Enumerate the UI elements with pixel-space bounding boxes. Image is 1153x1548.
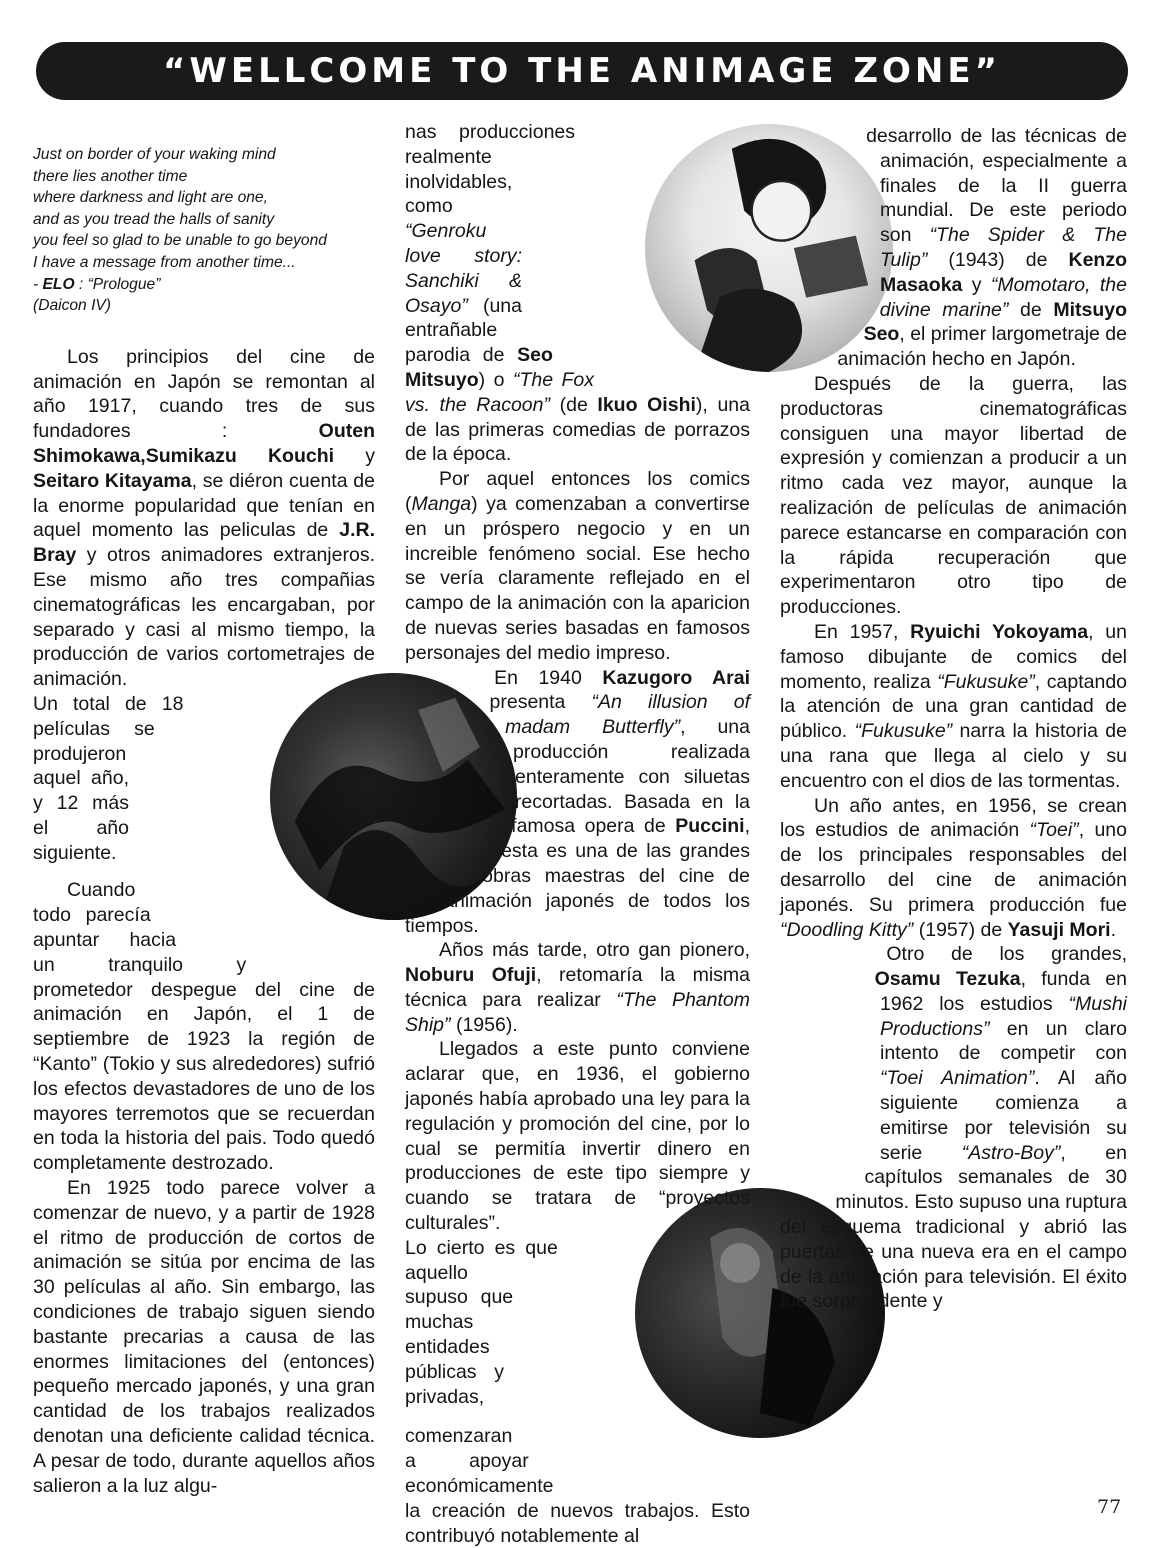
epigraph-line: where darkness and light are one, bbox=[33, 189, 268, 207]
epigraph-line: you feel so glad to be unable to go beyond bbox=[33, 232, 327, 250]
page-title: “WELLCOME TO THE ANIMAGE ZONE” bbox=[163, 51, 1001, 91]
epigraph-line: and as you tread the halls of sanity bbox=[33, 210, 274, 228]
paragraph: Por aquel entonces los comics (Manga) ya comenzaban a convertirse en un próspero negocio y en un increible fenómeno social. Ese hecho se vería claramente reflejado en el campo de la animación con la aparicion de nuevas series basadas en famosos personajes del medio impreso. bbox=[405, 468, 750, 664]
paragraph: Años más tarde, otro gan pionero, Noburu Ofuji, retomaría la misma técnica para realizar “The Phantom Ship” (1956). bbox=[405, 939, 750, 1036]
paragraph: En 1940 Kazugoro Arai presenta “An illusion of madam Butterfly”, una producción realizada enteramente con siluetas recortadas. Basada en la famosa opera de Puccini, esta es una de las grandes obras maestras del cine de animación japonés de todos los tiempos. bbox=[405, 666, 750, 937]
epigraph-line: there lies another time bbox=[33, 167, 188, 185]
page-number: 77 bbox=[1097, 1496, 1122, 1518]
paragraph: Llegados a este punto conviene aclarar que, en 1936, el gobierno japonés había aprobado una ley para la regulación y promoción del cine, por lo cual se permitía invertir dinero en producciones de este tipo siempre y cuando se tratara de “proyectos culturales”. bbox=[405, 1038, 750, 1235]
epigraph bbox=[33, 144, 375, 317]
image-wrap-space bbox=[510, 1250, 760, 1500]
article-column-3 bbox=[780, 124, 1127, 1314]
paragraph: desarrollo de las técnicas de animación, especialmente a finales de la II guerra mundial. De este periodo son “The Spider & The Tulip” (1943) de Kenzo Masaoka y “Momotaro, the divine marine” de Mitsuyo Seo, el primer largometraje de animación hecho en Japón. bbox=[837, 125, 1127, 371]
paragraph: Los principios del cine de animación en Japón se remontan al año 1917, cuando tres de sus fundadores : Outen Shimokawa,Sumikazu Kouchi y Seitaro Kitayama, se diéron cuenta de la enorme popularidad que tenían en aquel momento las peliculas de J.R. Bray y otros animadores extranjeros. Ese mismo año tres compañias cinematográficas les encargaban, por separado y casi al mismo tiempo, la producción de varios cortometrajes de animación. bbox=[33, 345, 375, 691]
attribution-song: : “Prologue” bbox=[74, 275, 161, 293]
paragraph: Un año antes, en 1956, se crean los estudios de animación “Toei”, uno de los principales responsables del desarrollo del cine de animación japonés. Su primera producción fue “Doodling Kitty” (1957) de Yasuji Mori. bbox=[780, 794, 1127, 941]
paragraph: Después de la guerra, las productoras cinematográficas consiguen una mayor libertad de expresión y comienzan a producir a un ritmo cada vez mayor, aunque la realización de películas de animación parece estancarse en comparación con la rápida recuperación que experimentaron otro tipo de producciones. bbox=[780, 372, 1127, 619]
epigraph-attribution bbox=[33, 274, 375, 296]
article-column-2 bbox=[405, 120, 750, 1548]
paragraph: En 1925 todo parece volver a comenzar de nuevo, y a partir de 1928 el ritmo de producción de cortos de animación se sitúa por encima de las 30 películas al año. Sin embargo, las condiciones de trabajo siguen siendo bastante precarias a causa de las enormes limitaciones del (entonces) pequeño mercado japonés, y una gran cantidad de los trabajos realizados denotan una deficiente calidad técnica. A pesar de todo, durante aquellos años salieron a la luz algu- bbox=[33, 1177, 375, 1497]
epigraph-line: Just on border of your waking mind bbox=[33, 146, 276, 163]
paragraph: Cuando todo parecía apuntar hacia un tranquilo y prometedor despegue del cine de animación en Japón, el 1 de septiembre de 1923 la región de “Kanto” (Tokio y sus alrededores) sufrió los efectos devastadores de uno de los mayores terremotos que se recuerdan en toda la historia del pais. Todo quedó completamente destrozado. bbox=[33, 879, 375, 1175]
paragraph: Un total de 18 películas se produjeron aquel año, y 12 más el año siguiente. bbox=[33, 692, 184, 864]
attribution-dash: - bbox=[33, 275, 43, 293]
epigraph-source: (Daicon IV) bbox=[33, 297, 111, 315]
title-banner bbox=[36, 42, 1128, 100]
paragraph: En 1957, Ryuichi Yokoyama, un famoso dibujante de comics del momento, realiza “Fukusuke”, captando la atención de una gran cantidad de público. “Fukusuke” narra la historia de una rana que llega al cielo y su encuentro con el dios de las tormentas. bbox=[780, 620, 1128, 792]
attribution-artist: ELO bbox=[42, 275, 75, 293]
epigraph-line: I have a message from another time... bbox=[33, 253, 296, 271]
image-wrap-space bbox=[760, 942, 880, 1204]
paragraph: nas producciones realmente inolvidables, como “Genroku love story: Sanchiki & Osayo” (una entrañable parodia de Seo Mitsuyo) o “The Fox vs. the Racoon” (de Ikuo Oishi), una de las primeras comedias de porrazos de la época. bbox=[405, 121, 750, 466]
paragraph: Lo cierto es que aquello supuso que muchas entidades públicas y privadas, comenzaran a apoyar económicamente la creación de nuevos trabajos. Esto contribuyó notablemente al bbox=[405, 1236, 750, 1547]
image-wrap-space bbox=[528, 122, 790, 384]
image-wrap-space bbox=[760, 124, 880, 374]
paragraph: Otro de los grandes, Osamu Tezuka, funda en 1962 los estudios “Mushi Productions” en un claro intento de competir con “Toei Animation”. Al año siguiente comienza a emitirse por televisión su serie “Astro-Boy”, en capítulos semanales de 30 minutos. Esto supuso una ruptura del esquema tradicional y abrió las puertas de una nueva era en el campo de la animación para televisión. El éxito fue sorprendente y bbox=[780, 943, 1128, 1313]
